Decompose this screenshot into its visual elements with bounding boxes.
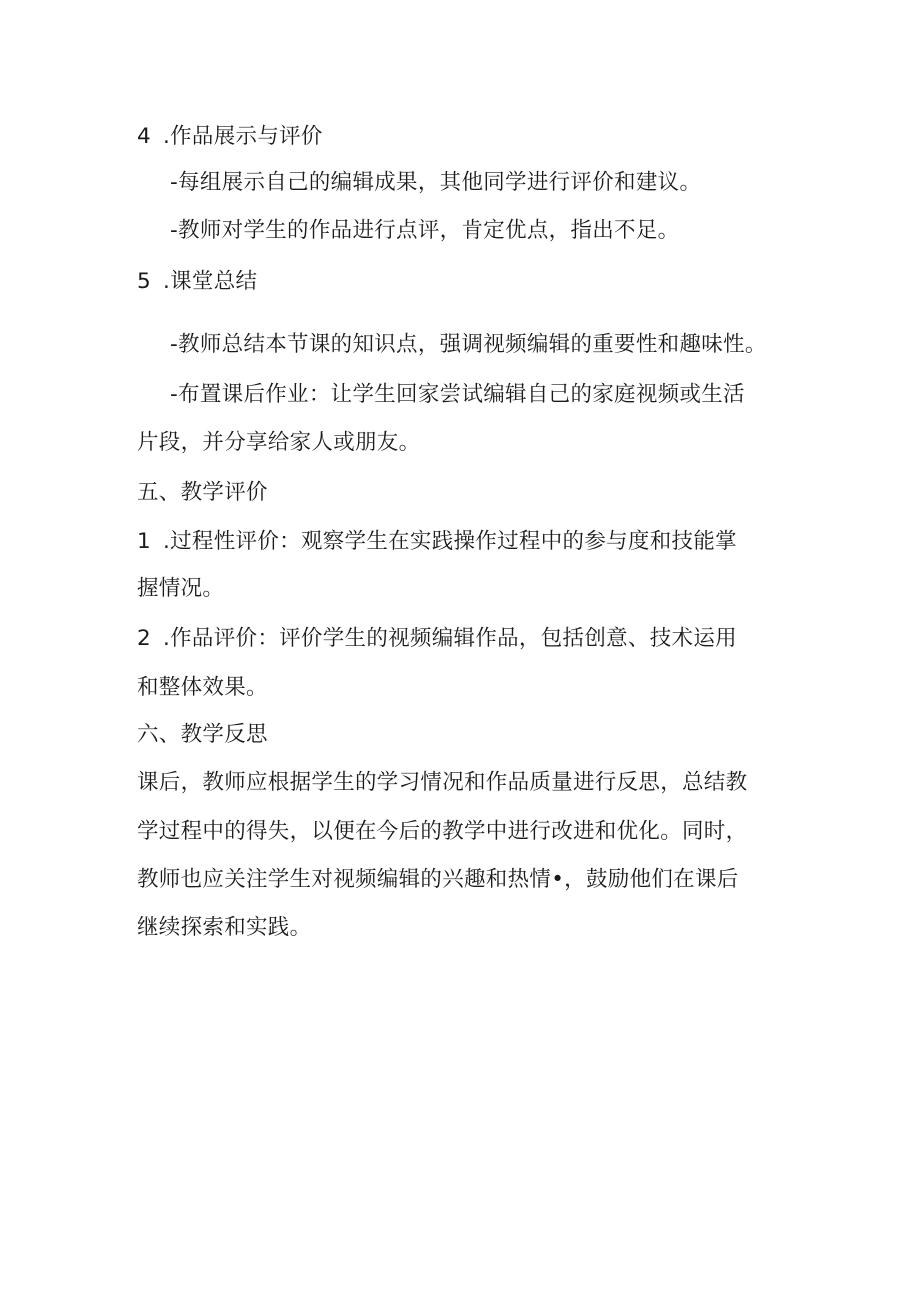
section-5-number: 5 (137, 269, 151, 294)
evaluation-item-1-text: .过程性评价：观察学生在实践操作过程中的参与度和技能掌 (163, 529, 737, 554)
section-4-title: .作品展示与评价 (163, 124, 323, 149)
section-4-number: 4 (137, 124, 151, 149)
evaluation-item-1-number: 1 (137, 529, 151, 554)
section-4-bullet-2: -教师对学生的作品进行点评，肯定优点，指出不足。 (170, 218, 680, 243)
reflection-line-3: 教师也应关注学生对视频编辑的兴趣和热情•，鼓励他们在课后 (137, 867, 739, 892)
reflection-line-1: 课后，教师应根据学生的学习情况和作品质量进行反思，总结教 (137, 770, 748, 795)
evaluation-item-2-line-1 (137, 624, 737, 654)
reflection-line-4: 继续探索和实践。 (137, 915, 312, 940)
reflection-heading: 六、教学反思 (137, 722, 268, 747)
evaluation-item-2-line-2: 和整体效果。 (137, 675, 268, 700)
evaluation-item-2-number: 2 (137, 626, 151, 651)
section-5-title: .课堂总结 (163, 269, 258, 294)
section-5-bullet-2: -布置课后作业：让学生回家尝试编辑自己的家庭视频或生活 (170, 382, 745, 407)
section-5-continuation: 片段，并分享给家人或朋友。 (137, 430, 421, 455)
evaluation-item-2-text: .作品评价：评价学生的视频编辑作品，包括创意、技术运用 (163, 626, 737, 651)
section-5-heading (137, 267, 257, 297)
section-4-heading (137, 122, 323, 152)
section-5-bullet-1: -教师总结本节课的知识点，强调视频编辑的重要性和趣味性。 (170, 332, 767, 357)
evaluation-item-1-line-1 (137, 527, 737, 557)
evaluation-heading: 五、教学评价 (137, 480, 268, 505)
section-4-bullet-1: -每组展示自己的编辑成果，其他同学进行评价和建议。 (170, 170, 702, 195)
reflection-line-2: 学过程中的得失，以便在今后的教学中进行改进和优化。同时， (137, 819, 748, 844)
evaluation-item-1-line-2: 握情况。 (137, 576, 225, 601)
